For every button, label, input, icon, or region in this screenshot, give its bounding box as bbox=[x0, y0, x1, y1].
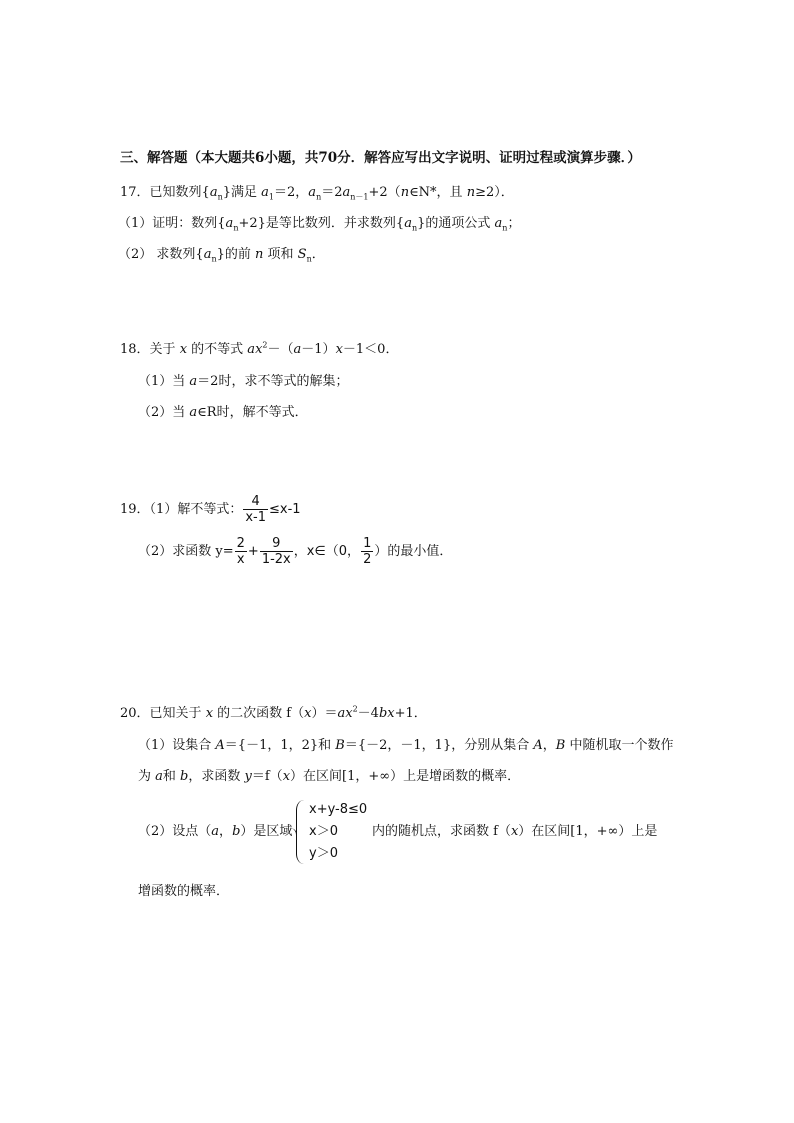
q20-stem: 20．已知关于 x 的二次函数 $f(x)=ax^2-4bx+1$． bbox=[120, 704, 427, 721]
q18-part2: （2）当 a∈R时，解不等式． bbox=[138, 405, 308, 420]
q19-part2: （2）求函数 y= $\frac{2}{x}$ + $\frac{9}{1-2x}$ ，x∈（0， $\frac{1}{2}$ ）的最小值． bbox=[138, 536, 453, 567]
fraction-1-over-2: $\frac{1}{2}$ bbox=[363, 536, 372, 567]
section-header: 三、解答题（本大题共6小题，共70分．解答应写出文字说明、证明过程或演算步骤．） bbox=[120, 150, 641, 166]
q19-part1: 19．（1）解不等式： $\frac{4}{x-1}$ ≤x-1 bbox=[120, 494, 301, 525]
fraction-2-over-x: $\frac{2}{x}$ bbox=[236, 536, 245, 567]
q17-stem: 17．已知数列$\{a_n\}$满足 $a_1=2$，$a_n=2a_{n-1}+2(n\in N*$，且 n≥2）． bbox=[120, 185, 514, 202]
system-row-2: x＞0 bbox=[309, 824, 338, 839]
q17-part2: （2） 求数列$\{a_n\}$的前 n 项和 $S_n$． bbox=[118, 247, 325, 264]
q20-part2-line2: 增函数的概率． bbox=[138, 884, 230, 899]
q18-stem: 18．关于 x 的不等式 $ax^2-(a-1)x-1<0$． bbox=[120, 340, 399, 357]
inequality-system bbox=[296, 800, 367, 864]
fraction-4-over-x-1: $\frac{4}{x-1}$ bbox=[245, 494, 266, 525]
q20-part1-line2: 为 a和 b，求函数 y＝f（x）在区间[1，+∞）上是增函数的概率． bbox=[138, 769, 521, 784]
q18-part1: （1）当 a＝2时，求不等式的解集； bbox=[138, 374, 349, 389]
q17-part1: （1）证明：数列$\{a_n+2\}$是等比数列．并求数列$\{a_n\}$的通项公式 $a_n$； bbox=[118, 216, 521, 233]
fraction-9-over-1-2x: $\frac{9}{1-2x}$ bbox=[261, 536, 291, 567]
left-brace-icon bbox=[296, 800, 305, 864]
q20-part2-left: （2）设点（a，b）是区域 bbox=[138, 824, 293, 839]
q20-part2-right: 内的随机点，求函数 f（x）在区间[1，+∞）上是 bbox=[372, 824, 658, 839]
q20-part1-line1: （1）设集合 A＝{－1，1，2}和 B＝{－2，－1，1}，分别从集合 A，B 中随机取一个数作 bbox=[138, 738, 674, 753]
system-row-3: y＞0 bbox=[309, 846, 338, 861]
system-row-1: x+y-8≤0 bbox=[309, 802, 368, 817]
